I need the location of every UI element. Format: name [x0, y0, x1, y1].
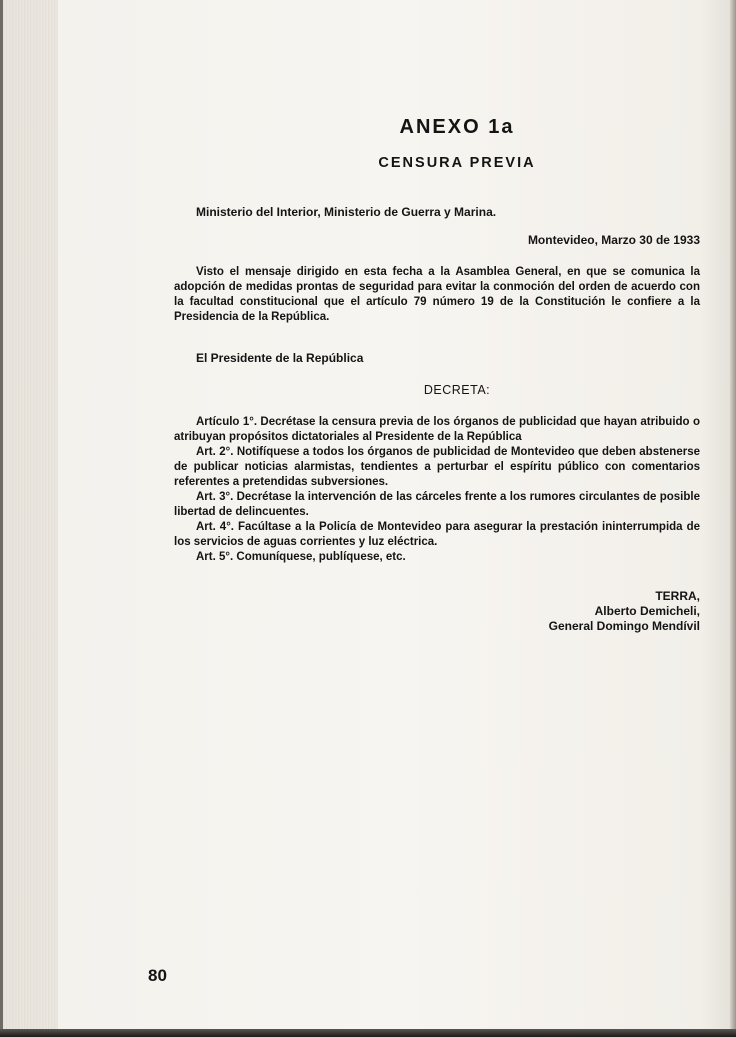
date-line: Montevideo, Marzo 30 de 1933	[527, 233, 700, 247]
article-5: Art. 5°. Comuníquese, publíquese, etc.	[196, 551, 406, 563]
ministry-line: Ministerio del Interior, Ministerio de Guerra y Marina.	[196, 205, 497, 219]
signature-demicheli: Alberto Demicheli,	[594, 604, 700, 618]
signature-block	[174, 589, 700, 634]
signature-terra: TERRA,	[655, 589, 700, 603]
preamble-text: Visto el mensaje dirigido en esta fecha a la Asamblea General, en que se comunica la adopción de medidas prontas de seguridad para evitar la conmoción del orden de acuerdo con la facultad constitucional que el artículo 79 número 19 de la Constitución le confiere a la Presidencia de la República.	[174, 266, 700, 323]
president-line: El Presidente de la República	[196, 351, 364, 365]
articles-list	[174, 415, 700, 565]
article-2: Art. 2°. Notifíquese a todos los órganos de publicidad de Montevideo que deben abstenerse de publicar noticias alarmistas, tendientes a perturbar el espíritu público con comentarios referentes a pretendidas subversiones.	[174, 446, 700, 488]
article-4: Art. 4°. Facúltase a la Policía de Montevideo para asegurar la prestación ininterrumpida de los servicios de aguas corrientes y luz eléctrica.	[174, 521, 700, 548]
annex-title: ANEXO 1a	[399, 116, 515, 138]
article-3: Art. 3°. Decrétase la intervención de las cárceles frente a los rumores circulantes de posible libertad de delincuentes.	[174, 491, 700, 518]
decreta-heading: DECRETA:	[423, 383, 491, 397]
page-right-edge	[730, 0, 736, 1037]
page-stack-edge	[0, 0, 58, 1037]
annex-subtitle: CENSURA PREVIA	[378, 155, 536, 171]
article-1: Artículo 1°. Decrétase la censura previa de los órganos de publicidad que hayan atribuido o atribuyan propósitos dictatoriales al Presidente de la República	[174, 416, 700, 443]
page-number: 80	[148, 966, 167, 985]
page-bottom-edge	[0, 1029, 736, 1037]
preamble-paragraph	[174, 265, 700, 325]
signature-mendivil: General Domingo Mendívil	[548, 619, 700, 633]
document-body	[174, 112, 700, 634]
